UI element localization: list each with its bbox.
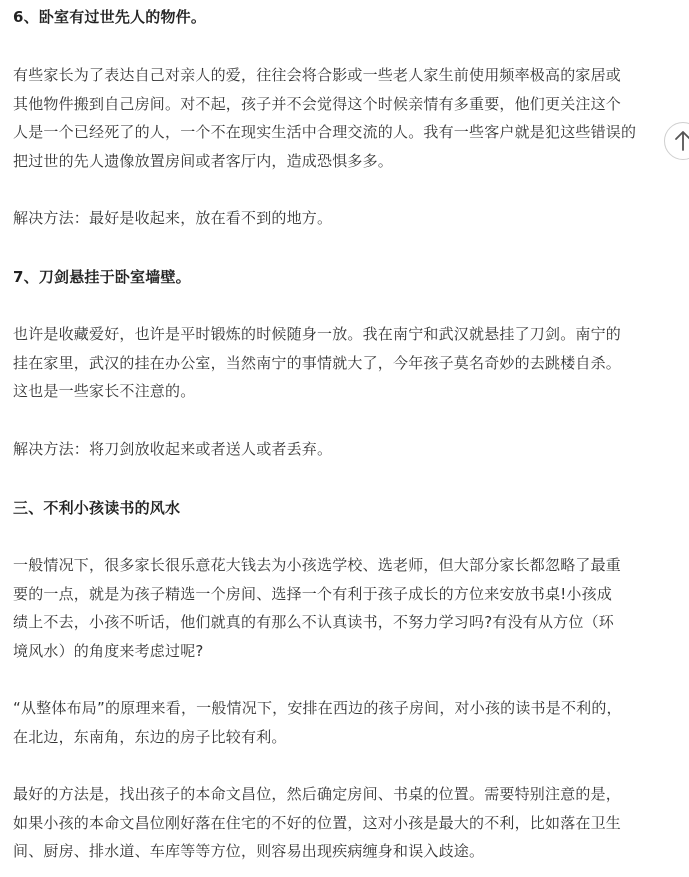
paragraph-3c-line-1: 最好的方法是，找出孩子的本命文昌位，然后确定房间、书桌的位置。需要特别注意的是， (13, 785, 622, 803)
paragraph-3a-line-3: 绩上不去，小孩不听话，他们就真的有那么不认真读书，不努力学习吗?有没有从方位（环 (13, 613, 614, 631)
paragraph-7-line-2: 挂在家里，武汉的挂在办公室，当然南宁的事情就大了，今年孩子莫名奇妙的去跳楼自杀。 (13, 354, 622, 372)
paragraph-3b-line-1: “从整体布局”的原理来看，一般情况下，安排在西边的孩子房间，对小孩的读书是不利的， (13, 699, 622, 717)
section-heading-7: 7、刀剑悬挂于卧室墙壁。 (13, 268, 191, 286)
paragraph-7-line-3: 这也是一些家长不注意的。 (13, 382, 196, 400)
paragraph-3a-line-4: 境风水）的角度来考虑过呢? (13, 642, 204, 660)
paragraph-6-line-2: 其他物件搬到自己房间。对不起，孩子并不会觉得这个时候亲情有多重要，他们更关注这个 (13, 95, 622, 113)
paragraph-6-line-4: 把过世的先人遗像放置房间或者客厅内，造成恐惧多多。 (13, 152, 394, 170)
paragraph-3c-line-3: 间、厨房、排水道、车库等等方位，则容易出现疾病缠身和误入歧途。 (13, 842, 485, 860)
paragraph-7-line-1: 也许是收藏爱好，也许是平时锻炼的时候随身一放。我在南宁和武汉就悬挂了刀剑。南宁的 (13, 325, 622, 343)
paragraph-6-line-3: 人是一个已经死了的人，一个不在现实生活中合理交流的人。我有一些客户就是犯这些错误的 (13, 123, 637, 141)
section-heading-3: 三、不利小孩读书的风水 (13, 499, 181, 517)
paragraph-3c-line-2: 如果小孩的本命文昌位刚好落在住宅的不好的位置，这对小孩是最大的不利，比如落在卫生 (13, 814, 622, 832)
section-heading-6: 6、卧室有过世先人的物件。 (13, 8, 207, 26)
paragraph-3b-line-2: 在北边，东南角，东边的房子比较有利。 (13, 728, 287, 746)
solution-7: 解决方法：将刀剑放收起来或者送人或者丢弃。 (13, 440, 333, 458)
paragraph-6-line-1: 有些家长为了表达自己对亲人的爱，往往会将合影或一些老人家生前使用频率极高的家居或 (13, 66, 622, 84)
solution-6: 解决方法：最好是收起来，放在看不到的地方。 (13, 209, 333, 227)
scroll-top-button[interactable] (664, 122, 689, 160)
paragraph-3a-line-1: 一般情况下，很多家长很乐意花大钱去为小孩选学校、选老师，但大部分家长都忽略了最重 (13, 556, 622, 574)
paragraph-3a-line-2: 要的一点，就是为孩子精选一个房间、选择一个有利于孩子成长的方位来安放书桌!小孩成 (13, 585, 613, 603)
arrow-up-icon (673, 130, 689, 152)
